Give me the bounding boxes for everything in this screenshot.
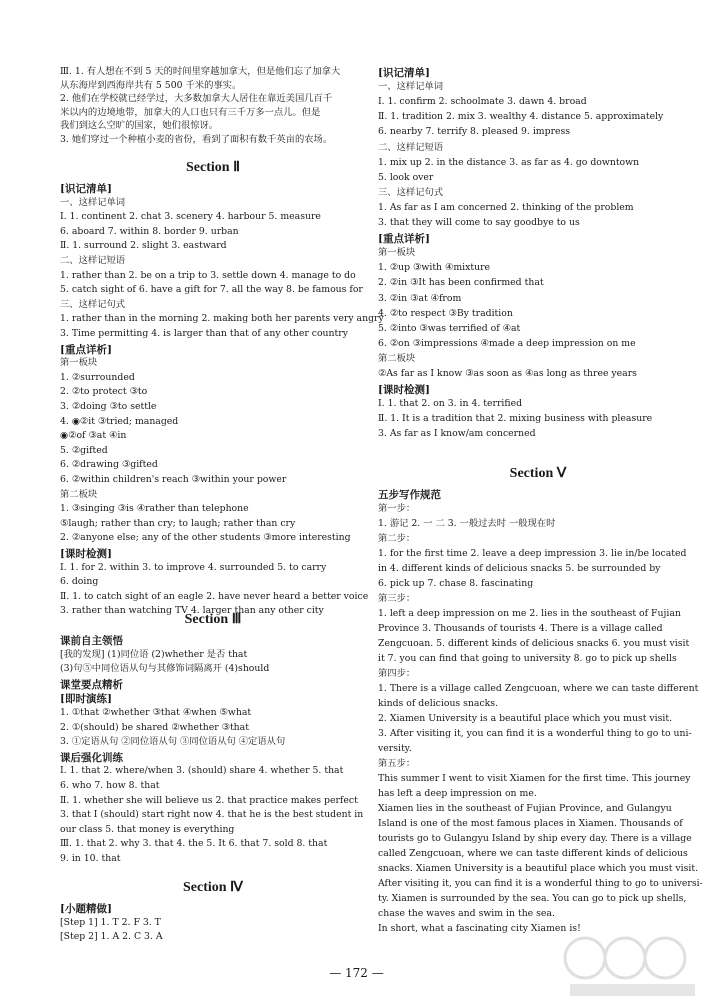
text-line: Ⅰ. 1. that 2. on 3. in 4. terrified bbox=[378, 398, 523, 410]
text-line: 4. ②to respect ③By tradition bbox=[378, 307, 513, 319]
text-line: Zengcuoan. 5. different kinds of delicious snacks 6. you must visit bbox=[378, 638, 690, 649]
text-line: Ⅱ. 1. tradition 2. mix 3. wealthy 4. distance 5. approximately bbox=[378, 111, 664, 123]
text-line: 3. ②in ③at ④from bbox=[378, 292, 462, 304]
section-title: Section Ⅲ bbox=[184, 612, 242, 627]
text-line: ◉②of ③at ④in bbox=[60, 430, 127, 442]
text-line: 1. ③singing ③is ④rather than telephone bbox=[60, 503, 249, 515]
text-line: 第五步： bbox=[378, 758, 416, 769]
text-line: [即时演练] bbox=[60, 693, 112, 706]
text-line: 课前自主领悟 bbox=[60, 635, 123, 647]
text-line: (3)句⑤中同位语从句与其修饰词隔离开 (4)should bbox=[60, 663, 270, 675]
text-line: 2. ①(should) be shared ②whether ③that bbox=[60, 721, 249, 733]
text-line: 1. ②surrounded bbox=[60, 371, 135, 383]
text-line: 二、这样记短语 bbox=[378, 141, 444, 153]
text-line: called Zengcuoan, where we can taste different kinds of delicious bbox=[378, 848, 688, 859]
text-line: 第二板块 bbox=[378, 352, 416, 364]
text-line: 一、这样记单词 bbox=[378, 81, 444, 93]
text-line: [Step 1] 1. T 2. F 3. T bbox=[60, 916, 161, 928]
text-line: 2. ②in ③It has been confirmed that bbox=[378, 277, 544, 289]
text-line: 2. ②to protect ③to bbox=[60, 386, 148, 398]
text-line: it 7. you can find that going to university 8. go to pick up shells bbox=[378, 653, 677, 664]
text-line: Ⅱ. 1. surround 2. slight 3. eastward bbox=[60, 240, 227, 252]
text-line: 5. ②gifted bbox=[60, 444, 108, 456]
text-line: 3. Time permitting 4. is larger than that of any other country bbox=[60, 328, 348, 339]
text-line: 6. who 7. how 8. that bbox=[60, 780, 160, 791]
text-line: 6. ②drawing ③gifted bbox=[60, 459, 158, 471]
text-line: [重点详析] bbox=[378, 233, 430, 246]
text-line: [课时检测] bbox=[378, 384, 430, 397]
text-line: Ⅰ. 1. continent 2. chat 3. scenery 4. harbour 5. measure bbox=[60, 211, 321, 223]
text-line: Ⅰ. 1. that 2. where/when 3. (should) share 4. whether 5. that bbox=[60, 765, 344, 777]
text-line: 1. mix up 2. in the distance 3. as far as 4. go downtown bbox=[378, 156, 640, 168]
text-line: 2. ②anyone else; any of the other students ③more interesting bbox=[60, 532, 351, 544]
text-line: Ⅲ. 1. 有人想在不到 5 天的时间里穿越加拿大，但是他们忘了加拿大 bbox=[60, 66, 341, 77]
text-line: This summer I went to visit Xiamen for the first time. This journey bbox=[378, 773, 691, 784]
text-line: 5. catch sight of 6. have a gift for 7. all the way 8. be famous for bbox=[60, 284, 363, 296]
section-title: Section Ⅴ bbox=[509, 466, 567, 481]
watermark-logo bbox=[560, 930, 710, 1000]
text-line: [重点详析] bbox=[60, 343, 112, 356]
text-line: 5. ②into ③was terrified of ④at bbox=[378, 322, 521, 334]
text-line: 1. ②up ③with ④mixture bbox=[378, 262, 491, 274]
text-line: 3. 她们穿过一个种植小麦的省份，看到了面积有数千英亩的农场。 bbox=[60, 133, 333, 145]
text-line: Ⅱ. 1. to catch sight of an eagle 2. have never heard a better voice bbox=[60, 590, 369, 602]
text-line: 3. As far as I know/am concerned bbox=[378, 428, 536, 440]
text-line: 第一步： bbox=[378, 503, 416, 514]
text-line: 课后强化训练 bbox=[60, 751, 123, 764]
text-line: 1. There is a village called Zengcuoan, where we can taste different bbox=[378, 683, 699, 694]
text-line: 第三步： bbox=[378, 593, 416, 604]
text-line: 1. left a deep impression on me 2. lies in the southeast of Fujian bbox=[378, 608, 681, 619]
text-line: our class 5. that money is everything bbox=[60, 823, 235, 835]
text-line: ty. Xiamen is surrounded by the sea. You can go to pick up shells, bbox=[378, 893, 687, 904]
text-line: 3. ①定语从句 ②同位语从句 ③同位语从句 ④定语从句 bbox=[60, 736, 286, 748]
text-line: 3. ②doing ③to settle bbox=[60, 401, 157, 412]
text-line: 4. ◉②it ③tried; managed bbox=[60, 415, 179, 427]
text-line: Ⅰ. 1. confirm 2. schoolmate 3. dawn 4. broad bbox=[378, 96, 587, 108]
text-line: In short, what a fascinating city Xiamen is! bbox=[378, 923, 581, 934]
text-line: 6. pick up 7. chase 8. fascinating bbox=[378, 578, 534, 589]
text-line: 3. After visiting it, you can find it is a wonderful thing to go to uni- bbox=[378, 728, 692, 739]
text-line: Province 3. Thousands of tourists 4. There is a village called bbox=[378, 623, 663, 634]
text-line: 1. ①that ②whether ③that ④when ⑤what bbox=[60, 707, 252, 718]
text-line: 6. ②within children's reach ③within your power bbox=[60, 474, 287, 485]
text-line: [识记清单] bbox=[60, 183, 112, 195]
text-line: snacks. Xiamen University is a beautiful place which you must visit. bbox=[378, 863, 699, 874]
text-line: After visiting it, you can find it is a wonderful thing to go to universi- bbox=[378, 878, 703, 889]
text-line: in 4. different kinds of delicious snacks 5. be surrounded by bbox=[378, 563, 661, 574]
text-line: 2. 他们在学校就已经学过，大多数加拿大人居住在靠近美国几百千 bbox=[60, 93, 333, 104]
text-line: 五步写作规范 bbox=[378, 489, 441, 501]
text-line: 1. As far as I am concerned 2. thinking of the problem bbox=[378, 201, 634, 213]
section-title: Section Ⅱ bbox=[186, 160, 240, 175]
text-line: Xiamen lies in the southeast of Fujian Province, and Gulangyu bbox=[378, 803, 672, 814]
text-line: 三、这样记句式 bbox=[378, 186, 444, 198]
text-line: 第一板块 bbox=[378, 247, 416, 259]
text-line: 3. rather than watching TV 4. larger than any other city bbox=[60, 605, 324, 617]
text-line: 6. aboard 7. within 8. border 9. urban bbox=[60, 225, 239, 237]
text-line: Island is one of the most famous places in Xiamen. Thousands of bbox=[378, 818, 683, 829]
text-line: kinds of delicious snacks. bbox=[378, 698, 499, 709]
page-number: — 172 — bbox=[329, 966, 384, 980]
section-title: Section Ⅳ bbox=[183, 880, 243, 895]
text-line: 1. 游记 2. 一 二 3. 一般过去时 一般现在时 bbox=[378, 518, 556, 529]
text-line: 第二板块 bbox=[60, 488, 98, 500]
text-line: 9. in 10. that bbox=[60, 853, 121, 864]
text-line: 2. Xiamen University is a beautiful place which you must visit. bbox=[378, 713, 673, 724]
text-line: 1. rather than 2. be on a trip to 3. settle down 4. manage to do bbox=[60, 269, 356, 281]
text-line: 我们到这么空旷的国家，她们很惊讶。 bbox=[60, 120, 219, 131]
text-line: 二、这样记短语 bbox=[60, 255, 126, 266]
text-line: Ⅲ. 1. that 2. why 3. that 4. the 5. It 6. that 7. sold 8. that bbox=[60, 838, 328, 850]
text-line: 第二步： bbox=[378, 533, 416, 544]
text-line: [我的发现] (1)同位语 (2)whether 是否 that bbox=[60, 648, 248, 660]
text-line: 6. nearby 7. terrify 8. pleased 9. impress bbox=[378, 126, 571, 138]
text-line: 从东海岸到西海岸共有 5 500 千米的事实。 bbox=[60, 79, 242, 91]
text-line: [识记清单] bbox=[378, 67, 430, 79]
text-line: chase the waves and swim in the sea. bbox=[378, 908, 555, 919]
text-line: 6. doing bbox=[60, 576, 99, 588]
text-line: 第四步： bbox=[378, 668, 416, 679]
text-line: [小题精做] bbox=[60, 903, 112, 915]
text-line: versity. bbox=[378, 743, 412, 754]
text-line: [课时检测] bbox=[60, 548, 112, 560]
text-line: 1. rather than in the morning 2. making both her parents very angry bbox=[60, 313, 384, 325]
text-line: Ⅱ. 1. It is a tradition that 2. mixing business with pleasure bbox=[378, 413, 653, 425]
text-line: 课堂要点精析 bbox=[60, 678, 123, 691]
text-line: has left a deep impression on me. bbox=[378, 788, 537, 799]
text-line: 第一板块 bbox=[60, 357, 98, 369]
text-line: 米以内的边境地带，加拿大的人口也只有三千万多一点儿。但是 bbox=[60, 106, 321, 118]
text-line: [Step 2] 1. A 2. C 3. A bbox=[60, 931, 163, 943]
text-line: 3. that I (should) start right now 4. that he is the best student in bbox=[60, 809, 364, 821]
text-line: tourists go to Gulangyu Island by ship every day. There is a village bbox=[378, 833, 692, 844]
text-line: ⑤laugh; rather than cry; to laugh; rather than cry bbox=[60, 517, 296, 529]
text-line: Ⅰ. 1. for 2. within 3. to improve 4. surrounded 5. to carry bbox=[60, 561, 327, 573]
text-line: ②As far as I know ③as soon as ④as long as three years bbox=[378, 368, 637, 379]
text-line: 6. ②on ③impressions ④made a deep impression on me bbox=[378, 337, 636, 349]
text-line: 三、这样记句式 bbox=[60, 298, 126, 310]
text-line: 3. that they will come to say goodbye to us bbox=[378, 217, 580, 228]
text-line: 1. for the first time 2. leave a deep impression 3. lie in/be located bbox=[378, 548, 687, 559]
text-line: Ⅱ. 1. whether she will believe us 2. that practice makes perfect bbox=[60, 794, 358, 806]
text-line: 一、这样记单词 bbox=[60, 196, 126, 208]
text-line: 5. look over bbox=[378, 171, 434, 183]
